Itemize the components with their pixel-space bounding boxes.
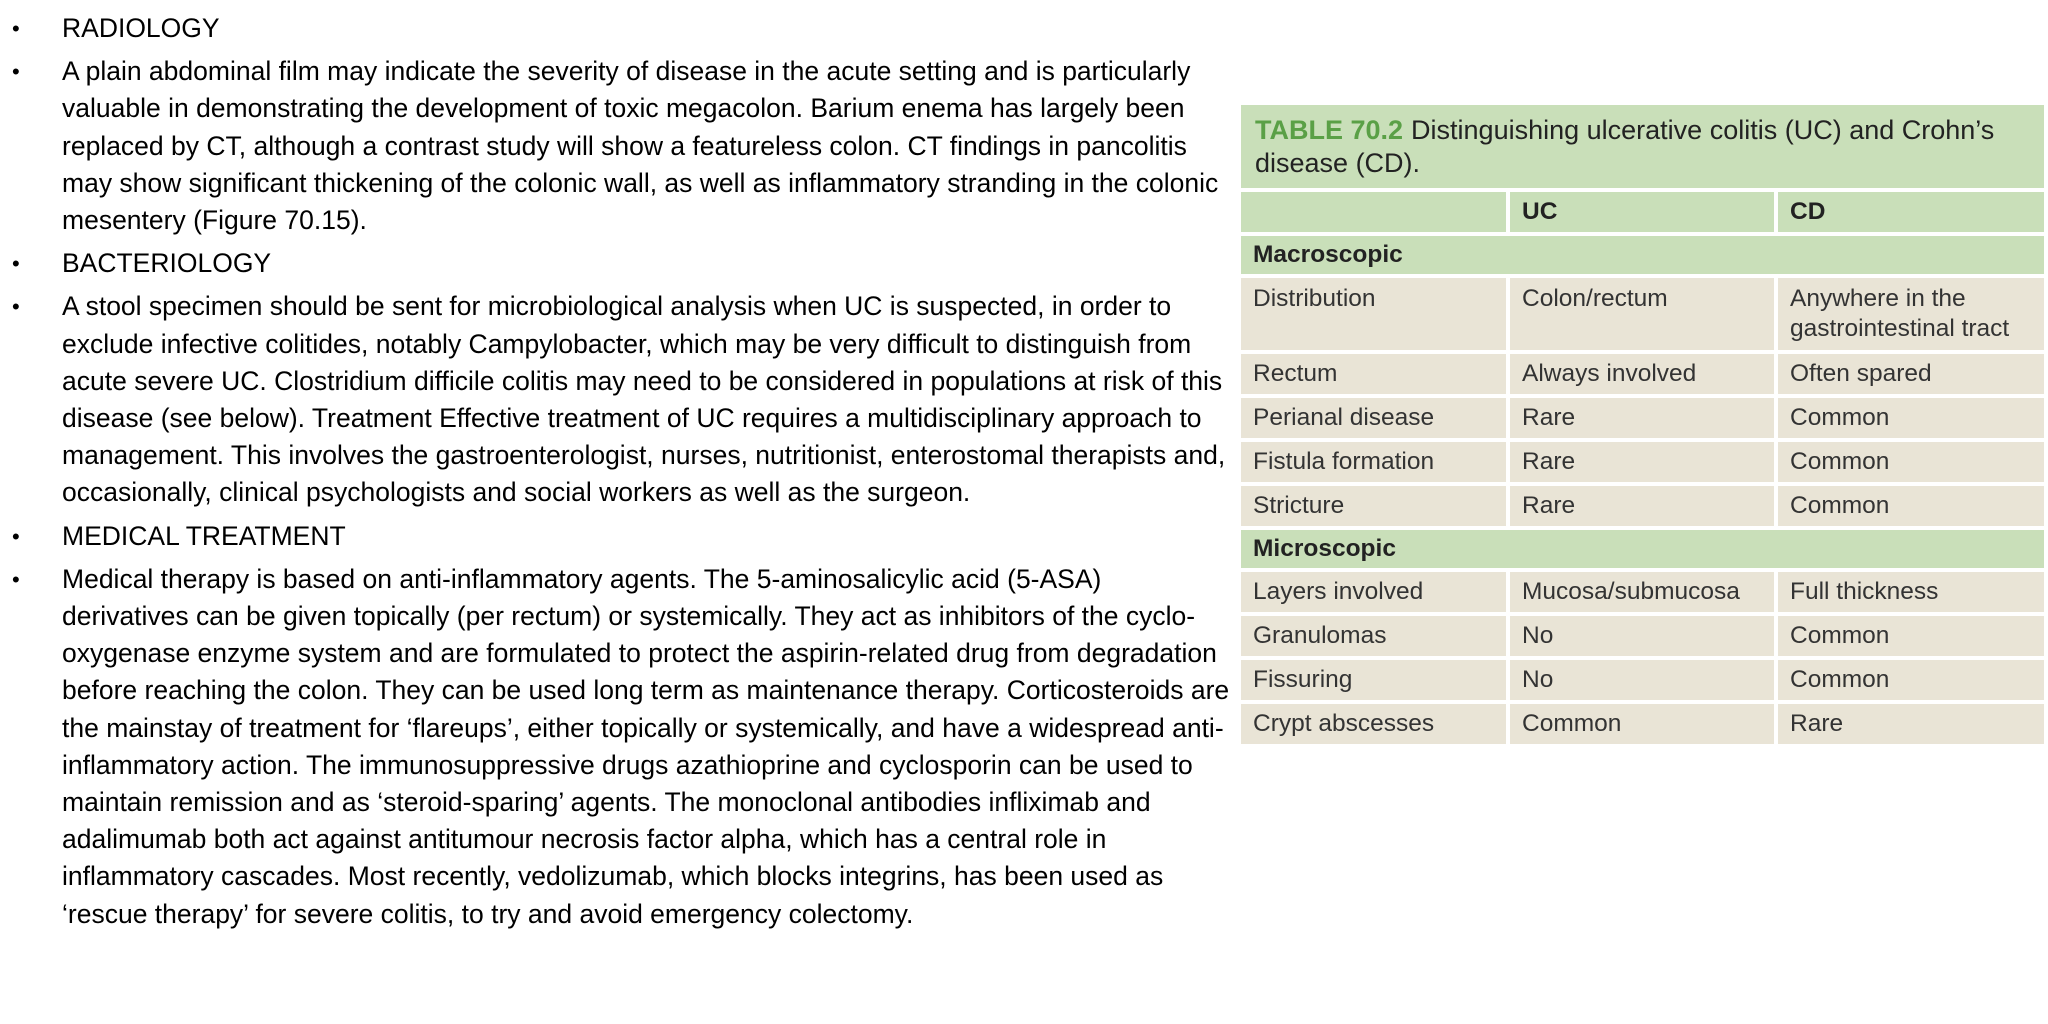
uc-cell: Rare: [1508, 440, 1776, 484]
table-header-row: [1241, 192, 2044, 234]
table-row: [1241, 702, 2044, 746]
bullet-dot: •: [12, 294, 20, 320]
cd-cell: Common: [1776, 658, 2044, 702]
uc-cd-comparison-table: [1241, 192, 2044, 748]
bullet-text: MEDICAL TREATMENT: [62, 520, 346, 551]
bullet-radiology-heading: [0, 10, 1230, 47]
row-label: Stricture: [1241, 484, 1508, 528]
section-title: Microscopic: [1241, 528, 2044, 570]
bullet-dot: •: [12, 59, 20, 85]
cd-cell: Rare: [1776, 702, 2044, 746]
row-label: Layers involved: [1241, 570, 1508, 614]
text-bullet-list: [0, 10, 1230, 939]
table-number: TABLE 70.2: [1255, 115, 1404, 145]
bullet-text: A stool specimen should be sent for microbiological analysis when UC is suspected, in order to exclude infective colitides, notably Campylobacter, which may be very difficult to distinguish from acute severe UC. Clostridium difficile colitis may need to be considered in populations at risk of this disease (see below). Treatment Effective treatment of UC requires a multidisciplinary approach to management. This involves the gastroenterologist, nurses, nutritionist, enterostomal therapists and, occasionally, clinical psychologists and social workers as well as the surgeon.: [62, 291, 1226, 508]
bullet-dot: •: [12, 566, 20, 592]
uc-cell: No: [1508, 614, 1776, 658]
comparison-table-figure: [1241, 105, 2044, 748]
row-label: Distribution: [1241, 276, 1508, 352]
header-cell-cd: CD: [1776, 192, 2044, 234]
bullet-text: RADIOLOGY: [62, 13, 220, 43]
section-title: Macroscopic: [1241, 234, 2044, 276]
cd-cell: Full thickness: [1776, 570, 2044, 614]
table-row: [1241, 440, 2044, 484]
bullet-text: Medical therapy is based on anti-inflammatory agents. The 5-aminosalicylic acid (5-ASA) derivatives can be given topically (per rectum) or systemically. They act as inhibitors of the cyclo-oxygenase enzyme system and are formulated to protect the aspirin-related drug from degradation before reaching the colon. They can be used long term as maintenance therapy. Corticosteroids are the mainstay of treatment for ‘flareups’, either topically or systemically, and have a widespread anti-inflammatory action. The immunosuppressive drugs azathioprine and cyclosporin can be used to maintain remission and as ‘steroid-sparing’ agents. The monoclonal antibodies infliximab and adalimumab both act against antitumour necrosis factor alpha, which has a central role in inflammatory cascades. Most recently, vedolizumab, which blocks integrins, has been used as ‘rescue therapy’ for severe colitis, to try and avoid emergency colectomy.: [62, 563, 1230, 929]
cd-cell: Common: [1776, 614, 2044, 658]
table-caption-text: Distinguishing ulcerative colitis (UC) and Crohn’s disease (CD).: [1255, 115, 1995, 178]
table-row: [1241, 484, 2044, 528]
table-caption: [1241, 105, 2044, 192]
bullet-bacteriology-heading: [0, 245, 1230, 282]
bullet-text: A plain abdominal film may indicate the severity of disease in the acute setting and is particularly valuable in demonstrating the development of toxic megacolon. Barium enema has largely been replaced by CT, although a contrast study will show a featureless colon. CT findings in pancolitis may show significant thickening of the colonic wall, as well as inflammatory stranding in the colonic mesentery (Figure 70.15).: [62, 56, 1219, 236]
table-row: [1241, 658, 2044, 702]
bullet-dot: •: [12, 16, 20, 41]
uc-cell: Always involved: [1508, 352, 1776, 396]
row-label: Granulomas: [1241, 614, 1508, 658]
cd-cell: Anywhere in the gastrointestinal tract: [1776, 276, 2044, 352]
bullet-dot: •: [12, 251, 20, 277]
cd-cell: Common: [1776, 484, 2044, 528]
uc-cell: No: [1508, 658, 1776, 702]
table-row: [1241, 352, 2044, 396]
bullet-radiology-text: [0, 53, 1230, 239]
bullet-bacteriology-text: [0, 288, 1230, 511]
row-label: Perianal disease: [1241, 396, 1508, 440]
cd-cell: Common: [1776, 396, 2044, 440]
row-label: Fistula formation: [1241, 440, 1508, 484]
cd-cell: Common: [1776, 440, 2044, 484]
section-row-microscopic: [1241, 528, 2044, 570]
uc-cell: Common: [1508, 702, 1776, 746]
bullet-text: BACTERIOLOGY: [62, 248, 272, 279]
uc-cell: Colon/rectum: [1508, 276, 1776, 352]
bullet-medical-treatment-heading: [0, 518, 1230, 555]
cd-cell: Often spared: [1776, 352, 2044, 396]
row-label: Fissuring: [1241, 658, 1508, 702]
table-row: [1241, 570, 2044, 614]
bullet-dot: •: [12, 523, 20, 549]
header-cell-blank: [1241, 192, 1508, 234]
bullet-medical-treatment-text: [0, 561, 1230, 933]
table-row: [1241, 614, 2044, 658]
table-row: [1241, 276, 2044, 352]
uc-cell: Rare: [1508, 396, 1776, 440]
uc-cell: Mucosa/submucosa: [1508, 570, 1776, 614]
section-row-macroscopic: [1241, 234, 2044, 276]
header-cell-uc: UC: [1508, 192, 1776, 234]
row-label: Crypt abscesses: [1241, 702, 1508, 746]
uc-cell: Rare: [1508, 484, 1776, 528]
row-label: Rectum: [1241, 352, 1508, 396]
table-row: [1241, 396, 2044, 440]
